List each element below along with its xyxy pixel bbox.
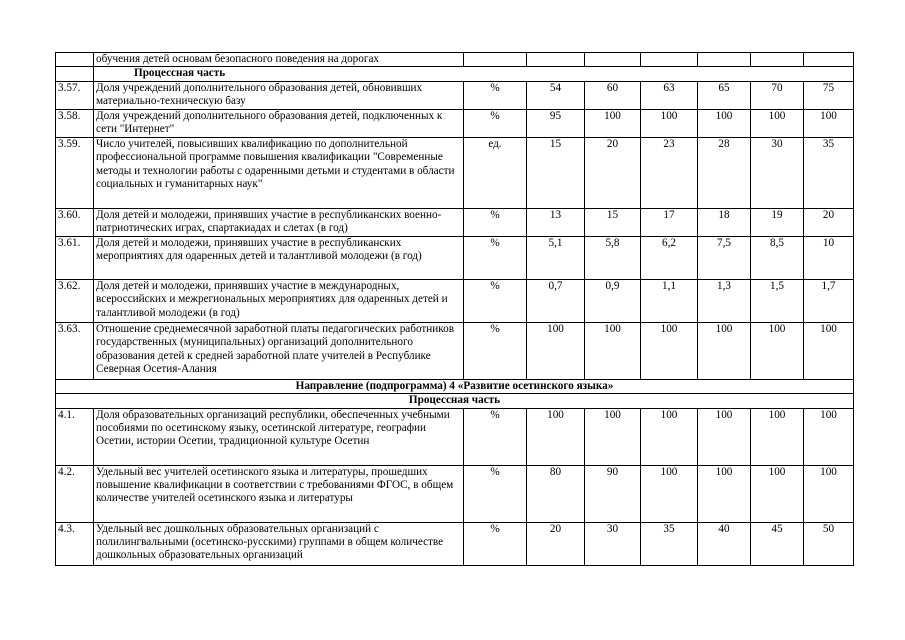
unit-cell: % — [464, 109, 527, 137]
indicators-table — [55, 52, 854, 566]
value-cell: 15 — [585, 208, 641, 236]
value-cell: 5,1 — [527, 236, 585, 279]
value-cell: 6,2 — [641, 236, 698, 279]
table-row — [56, 322, 854, 379]
row-number: 3.60. — [56, 208, 94, 236]
value-cell: 100 — [698, 109, 751, 137]
indicator-name: Удельный вес учителей осетинского языка и литературы, прошедших повышение квалификации в соответствии с требованиями ФГОС, в общем количестве учителей осетинского языка и литературы — [94, 465, 464, 522]
row-number: 4.3. — [56, 522, 94, 565]
value-cell: 100 — [751, 408, 804, 465]
value-cell: 35 — [641, 522, 698, 565]
value-cell — [804, 53, 854, 67]
value-cell — [641, 53, 698, 67]
value-cell: 15 — [527, 137, 585, 208]
value-cell — [751, 53, 804, 67]
value-cell: 100 — [698, 465, 751, 522]
value-cell: 17 — [641, 208, 698, 236]
value-cell: 80 — [527, 465, 585, 522]
table-row — [56, 279, 854, 322]
value-cell: 100 — [641, 465, 698, 522]
value-cell: 0,9 — [585, 279, 641, 322]
value-cell: 40 — [698, 522, 751, 565]
value-cell: 8,5 — [751, 236, 804, 279]
value-cell: 100 — [527, 408, 585, 465]
value-cell: 20 — [804, 208, 854, 236]
unit-cell: % — [464, 522, 527, 565]
indicator-name: Отношение среднемесячной заработной платы педагогических работников государственных (муниципальных) организаций дополнительного образования детей к средней заработной плате учителей в Республике Северная Осетия-Алания — [94, 322, 464, 379]
value-cell: 75 — [804, 81, 854, 109]
value-cell — [585, 53, 641, 67]
value-cell: 100 — [698, 408, 751, 465]
unit-cell — [464, 53, 527, 67]
unit-cell: % — [464, 208, 527, 236]
table-row — [56, 137, 854, 208]
value-cell: 13 — [527, 208, 585, 236]
value-cell: 23 — [641, 137, 698, 208]
value-cell: 100 — [641, 322, 698, 379]
unit-cell: % — [464, 408, 527, 465]
table-row — [56, 109, 854, 137]
value-cell: 28 — [698, 137, 751, 208]
indicator-name: Доля детей и молодежи, принявших участие в международных, всероссийских и межрегиональных мероприятиях для одаренных детей и талантливой молодежи (в год) — [94, 279, 464, 322]
indicator-name: Доля учреждений дополнительного образования детей, подключенных к сети "Интернет" — [94, 109, 464, 137]
value-cell: 100 — [585, 109, 641, 137]
indicator-name: Удельный вес дошкольных образовательных организаций с полилингвальными (осетинско-русскими) группами в общем количестве дошкольных образовательных организаций — [94, 522, 464, 565]
unit-cell: ед. — [464, 137, 527, 208]
value-cell: 70 — [751, 81, 804, 109]
section-row — [56, 67, 854, 81]
value-cell: 45 — [751, 522, 804, 565]
section-row — [56, 394, 854, 408]
unit-cell: % — [464, 322, 527, 379]
value-cell: 100 — [698, 322, 751, 379]
value-cell: 1,1 — [641, 279, 698, 322]
section-heading: Процессная часть — [94, 67, 854, 81]
value-cell: 5,8 — [585, 236, 641, 279]
row-number: 3.61. — [56, 236, 94, 279]
value-cell: 100 — [585, 322, 641, 379]
value-cell: 10 — [804, 236, 854, 279]
row-number: 4.2. — [56, 465, 94, 522]
row-number: 4.1. — [56, 408, 94, 465]
value-cell: 100 — [585, 408, 641, 465]
value-cell: 100 — [751, 322, 804, 379]
value-cell: 100 — [641, 109, 698, 137]
value-cell: 20 — [527, 522, 585, 565]
section-heading: Процессная часть — [56, 394, 854, 408]
value-cell: 20 — [585, 137, 641, 208]
value-cell: 100 — [804, 109, 854, 137]
value-cell: 50 — [804, 522, 854, 565]
table-row — [56, 236, 854, 279]
direction-heading: Направление (подпрограмма) 4 «Развитие осетинского языка» — [56, 379, 854, 393]
value-cell: 30 — [751, 137, 804, 208]
table-row — [56, 53, 854, 67]
value-cell: 100 — [804, 322, 854, 379]
table-row — [56, 522, 854, 565]
indicator-name: обучения детей основам безопасного поведения на дорогах — [94, 53, 464, 67]
unit-cell: % — [464, 279, 527, 322]
table-body — [56, 53, 854, 82]
value-cell: 90 — [585, 465, 641, 522]
table-row — [56, 208, 854, 236]
unit-cell: % — [464, 465, 527, 522]
indicator-name: Доля образовательных организаций республики, обеспеченных учебными пособиями по осетинскому языку, осетинской литературе, географии Осетии, истории Осетии, традиционной культуре Осетин — [94, 408, 464, 465]
row-number: 3.63. — [56, 322, 94, 379]
value-cell: 100 — [751, 109, 804, 137]
value-cell — [527, 53, 585, 67]
value-cell: 1,5 — [751, 279, 804, 322]
unit-cell: % — [464, 81, 527, 109]
row-number: 3.62. — [56, 279, 94, 322]
value-cell: 95 — [527, 109, 585, 137]
value-cell: 1,3 — [698, 279, 751, 322]
value-cell: 1,7 — [804, 279, 854, 322]
indicator-name: Число учителей, повысивших квалификацию по дополнительной профессиональной программе повышения квалификации "Современные методы и технологии работы с одаренными детьми и студентами в области социальных и гуманитарных наук" — [94, 137, 464, 208]
value-cell: 60 — [585, 81, 641, 109]
table-row — [56, 408, 854, 465]
indicator-name: Доля учреждений дополнительного образования детей, обновивших материально-техническую базу — [94, 81, 464, 109]
indicator-name: Доля детей и молодежи, принявших участие в республиканских военно-патриотических играх, спартакиадах и слетах (в год) — [94, 208, 464, 236]
value-cell: 19 — [751, 208, 804, 236]
value-cell: 100 — [751, 465, 804, 522]
value-cell — [698, 53, 751, 67]
direction-row — [56, 379, 854, 393]
value-cell: 100 — [804, 408, 854, 465]
value-cell: 54 — [527, 81, 585, 109]
rows-group-b — [56, 408, 854, 565]
value-cell: 65 — [698, 81, 751, 109]
direction-group — [56, 379, 854, 408]
value-cell: 0,7 — [527, 279, 585, 322]
value-cell: 35 — [804, 137, 854, 208]
indicator-name: Доля детей и молодежи, принявших участие в республиканских мероприятиях для одаренных детей и талантливой молодежи (в год) — [94, 236, 464, 279]
value-cell: 100 — [641, 408, 698, 465]
rows-group-a — [56, 81, 854, 379]
table-row — [56, 81, 854, 109]
value-cell: 30 — [585, 522, 641, 565]
value-cell: 100 — [804, 465, 854, 522]
row-number: 3.59. — [56, 137, 94, 208]
row-number: 3.57. — [56, 81, 94, 109]
table-row — [56, 465, 854, 522]
row-number: 3.58. — [56, 109, 94, 137]
value-cell: 18 — [698, 208, 751, 236]
value-cell: 63 — [641, 81, 698, 109]
value-cell: 7,5 — [698, 236, 751, 279]
unit-cell: % — [464, 236, 527, 279]
row-number — [56, 53, 94, 67]
value-cell: 100 — [527, 322, 585, 379]
empty-cell — [56, 67, 94, 81]
